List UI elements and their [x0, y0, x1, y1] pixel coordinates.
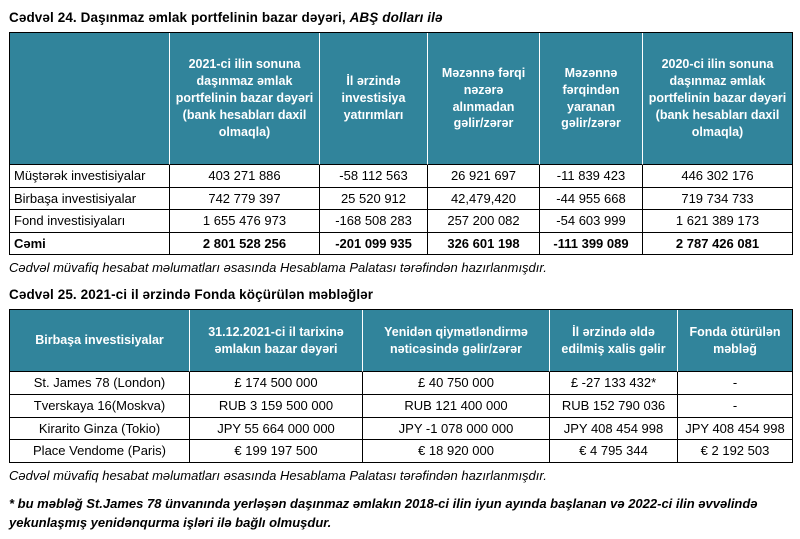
table-cell: £ 40 750 000 — [363, 372, 550, 395]
row-label: Fond investisiyaları — [10, 210, 170, 233]
table-row — [10, 418, 793, 441]
table-cell: RUB 3 159 500 000 — [190, 395, 363, 418]
table-cell: JPY -1 078 000 000 — [363, 418, 550, 441]
table25-source-note: Cədvəl müvafiq hesabat məlumatları əsasında Hesablama Palatası tərəfindən hazırlanmışdır. — [9, 467, 547, 483]
table-cell: 257 200 082 — [428, 210, 540, 233]
table24-header-blank — [10, 33, 170, 165]
asterisk-footnote: * bu məbləğ St.James 78 ünvanında yerləşən daşınmaz əmlakın 2018-ci ilin iyun ayında başlanan və 2022-ci ilin əvvəlində yekunlaşmış yenidənqurma işləri ilə bağlı olmuşdur. — [9, 495, 758, 530]
table-cell: £ 174 500 000 — [190, 372, 363, 395]
table24-header-2021-value: 2021-ci ilin sonuna daşınmaz əmlak portfelinin bazar dəyəri (bank hesabları daxil olmaqla) — [170, 33, 320, 165]
table-cell: - — [678, 395, 793, 418]
table-cell: JPY 55 664 000 000 — [190, 418, 363, 441]
table-cell: 2 787 426 081 — [643, 233, 793, 256]
table24-source-note: Cədvəl müvafiq hesabat məlumatları əsasında Hesablama Palatası tərəfindən hazırlanmışdır. — [9, 260, 547, 276]
table-row — [10, 210, 793, 233]
table-cell: 1 621 389 173 — [643, 210, 793, 233]
table-row — [10, 165, 793, 188]
table-cell: -54 603 999 — [540, 210, 643, 233]
table-cell: 25 520 912 — [320, 188, 428, 211]
table25 — [9, 309, 793, 462]
row-label: Tverskaya 16(Moskva) — [10, 395, 190, 418]
table25-header-row — [10, 310, 793, 372]
table-row — [10, 440, 793, 463]
table-row — [10, 395, 793, 418]
table24-title-text: Cədvəl 24. Daşınmaz əmlak portfelinin bazar dəyəri, — [9, 10, 350, 25]
row-label: Cəmi — [10, 233, 170, 256]
row-label: Kirarito Ginza (Tokio) — [10, 418, 190, 441]
table-cell: JPY 408 454 998 — [550, 418, 678, 441]
table-cell: -111 399 089 — [540, 233, 643, 256]
table25-header-direct-investments: Birbaşa investisiyalar — [10, 310, 190, 372]
table24-header-row — [10, 33, 793, 165]
table25-header-net-income: İl ərzində əldə edilmiş xalis gəlir — [550, 310, 678, 372]
table25-header-market-value: 31.12.2021-ci il tarixinə əmlakın bazar dəyəri — [190, 310, 363, 372]
table-cell: 326 601 198 — [428, 233, 540, 256]
table-cell: 742 779 397 — [170, 188, 320, 211]
table-cell: 2 801 528 256 — [170, 233, 320, 256]
table24 — [9, 32, 793, 255]
table-cell: £ -27 133 432* — [550, 372, 678, 395]
table-cell: 1 655 476 973 — [170, 210, 320, 233]
table25-header-revaluation: Yenidən qiymətləndirmə nəticəsində gəlir/zərər — [363, 310, 550, 372]
table-cell: RUB 121 400 000 — [363, 395, 550, 418]
row-label: Müştərək investisiyalar — [10, 165, 170, 188]
table24-title-italic: ABŞ dolları ilə — [349, 10, 443, 25]
table-cell: € 2 192 503 — [678, 440, 793, 463]
table-cell: 26 921 697 — [428, 165, 540, 188]
table-cell: -11 839 423 — [540, 165, 643, 188]
table-cell: JPY 408 454 998 — [678, 418, 793, 441]
table24-title — [9, 10, 791, 25]
row-label: Place Vendome (Paris) — [10, 440, 190, 463]
row-label: Birbaşa investisiyalar — [10, 188, 170, 211]
table24-header-income-excl-fx: Məzənnə fərqi nəzərə alınmadan gəlir/zərər — [428, 33, 540, 165]
table-cell: 446 302 176 — [643, 165, 793, 188]
table-cell: RUB 152 790 036 — [550, 395, 678, 418]
table25-title: Cədvəl 25. 2021-ci il ərzində Fonda köçürülən məbləğlər — [9, 287, 374, 303]
table-row — [10, 188, 793, 211]
table24-header-2020-value: 2020-ci ilin sonuna daşınmaz əmlak portfelinin bazar dəyəri (bank hesabları daxil olmaqla) — [643, 33, 793, 165]
table-cell: 42,479,420 — [428, 188, 540, 211]
table-cell: - — [678, 372, 793, 395]
table-row — [10, 372, 793, 395]
table-cell: 403 271 886 — [170, 165, 320, 188]
table-cell: -58 112 563 — [320, 165, 428, 188]
table-cell: € 199 197 500 — [190, 440, 363, 463]
total-row — [10, 233, 793, 256]
table-cell: -201 099 935 — [320, 233, 428, 256]
table-cell: 719 734 733 — [643, 188, 793, 211]
table-cell: -44 955 668 — [540, 188, 643, 211]
table24-header-investments: İl ərzində investisiya yatırımları — [320, 33, 428, 165]
table-cell: -168 508 283 — [320, 210, 428, 233]
table25-header-transferred: Fonda ötürülən məbləğ — [678, 310, 793, 372]
table-cell: € 4 795 344 — [550, 440, 678, 463]
table24-header-fx-income: Məzənnə fərqindən yaranan gəlir/zərər — [540, 33, 643, 165]
table-cell: € 18 920 000 — [363, 440, 550, 463]
row-label: St. James 78 (London) — [10, 372, 190, 395]
